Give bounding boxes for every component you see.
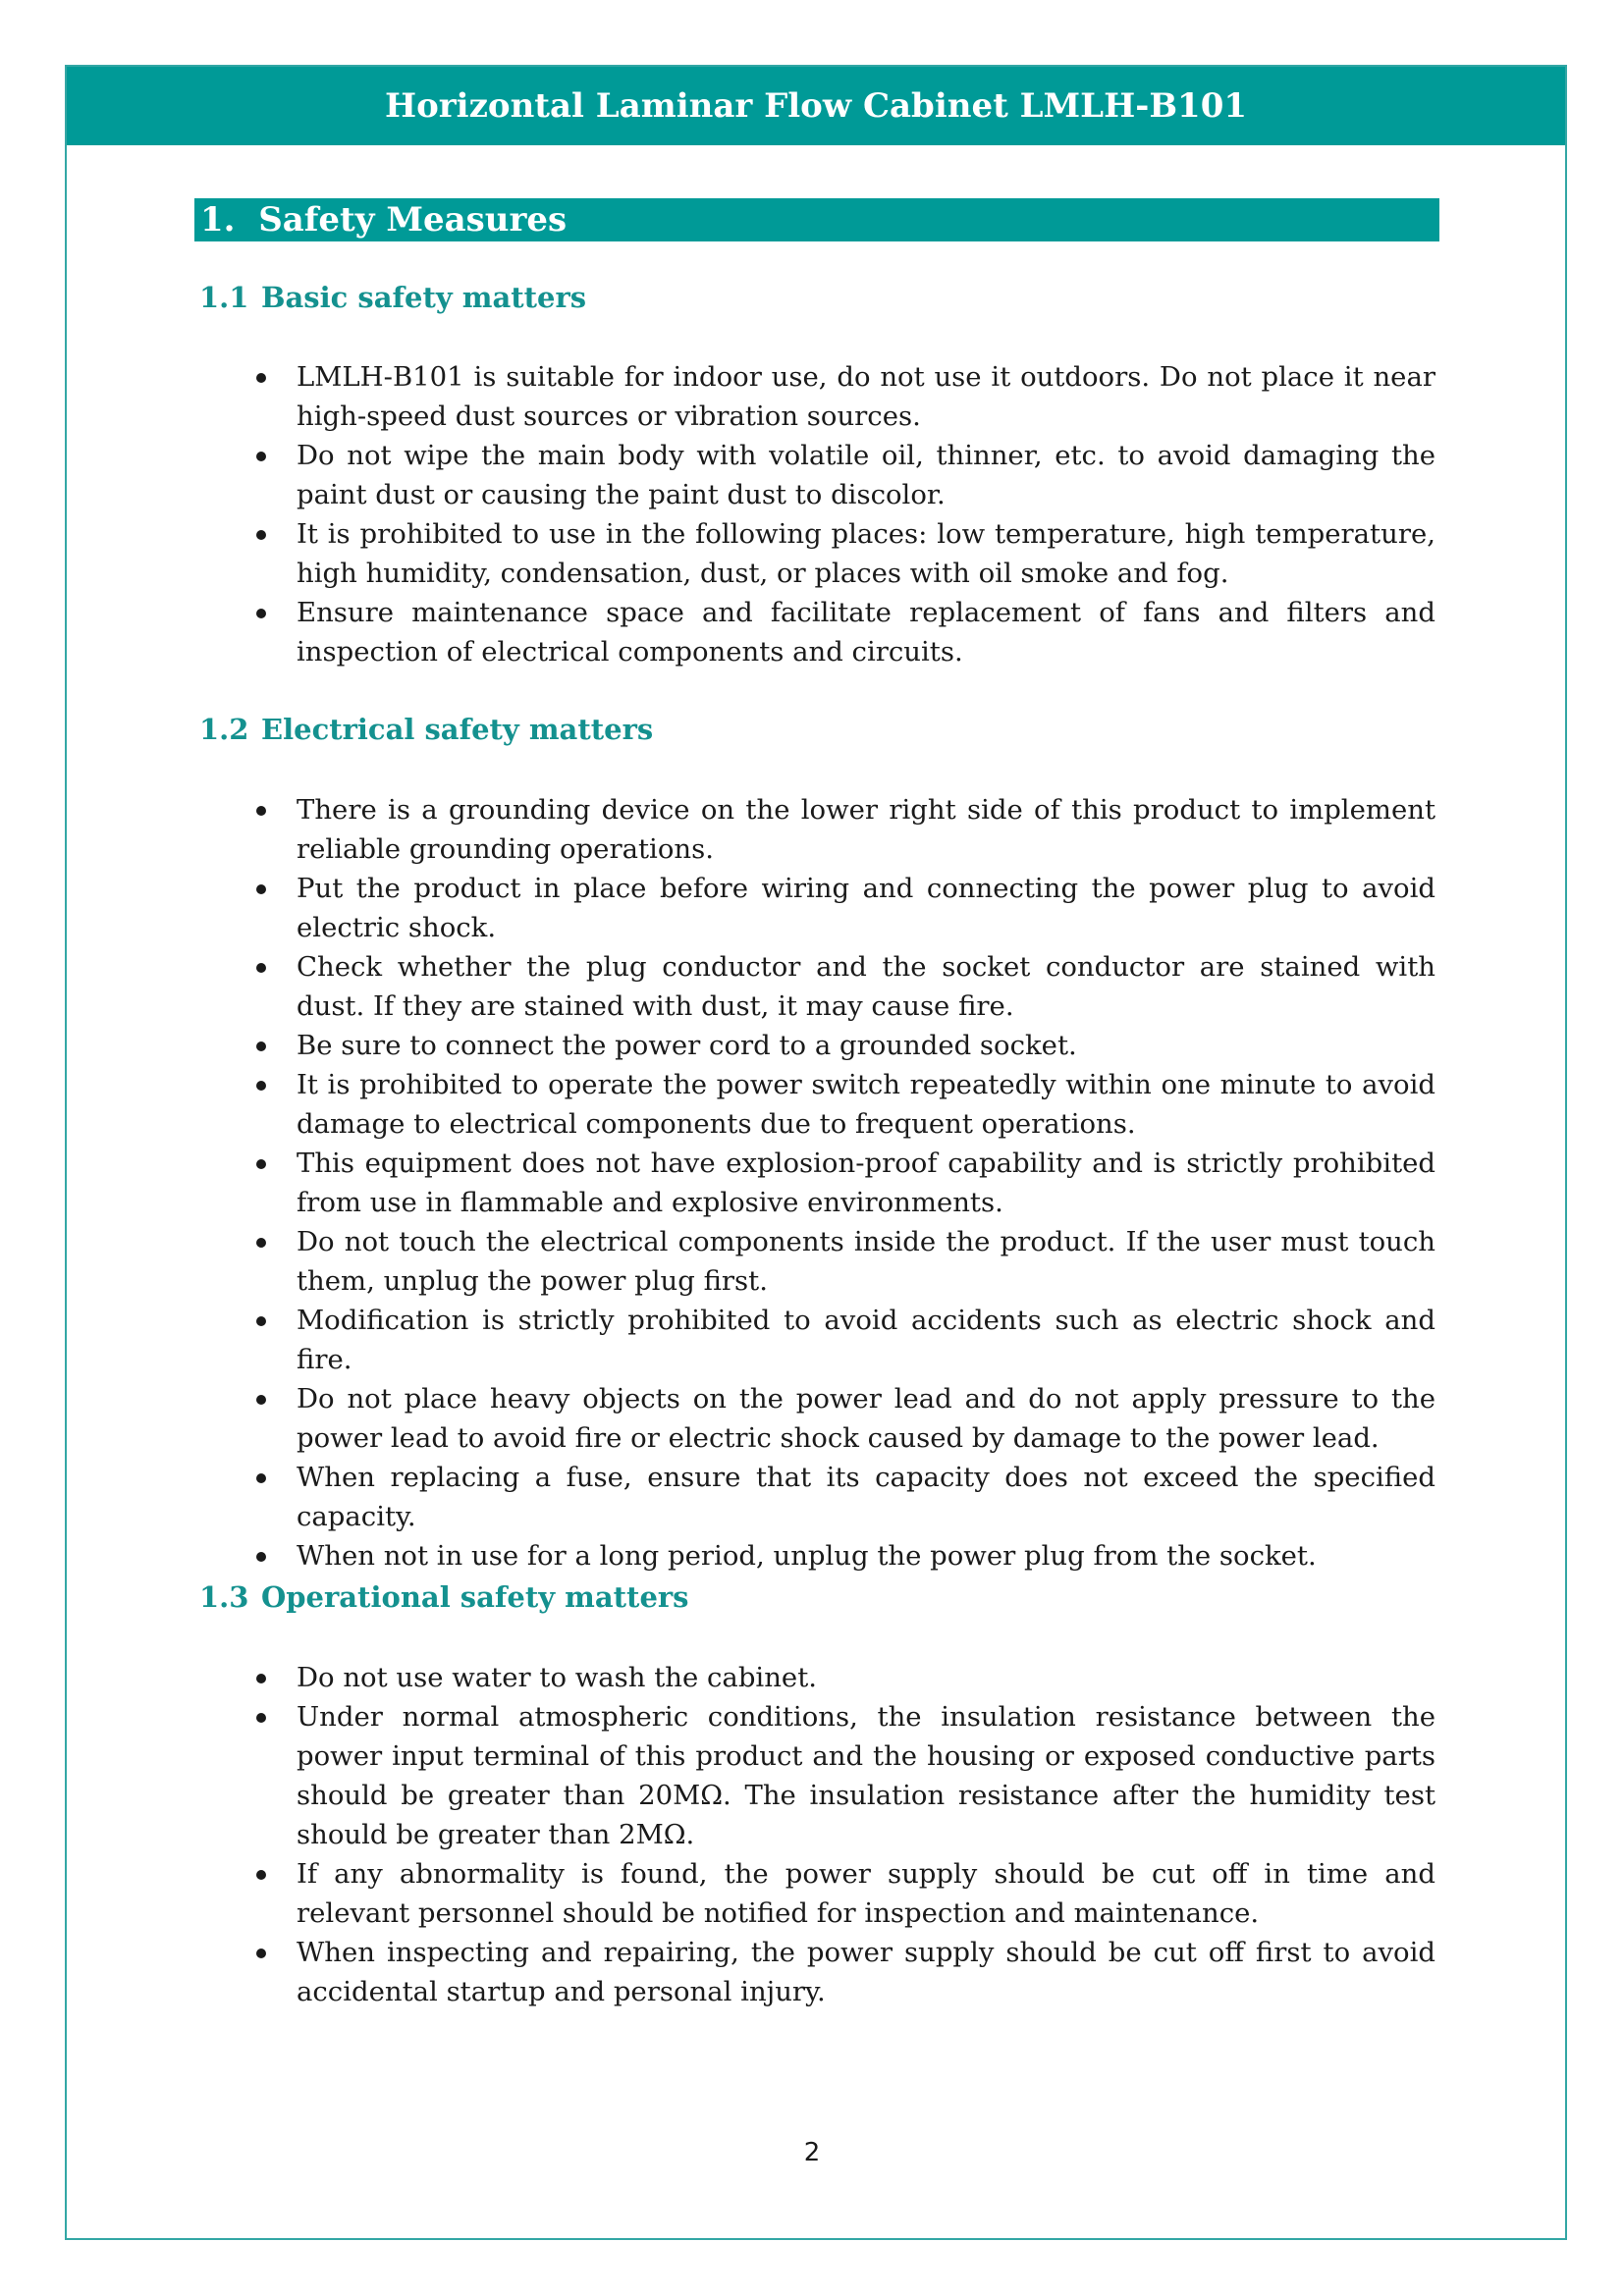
list-item: Modification is strictly prohibited to avoid accidents such as electric shock and fire.: [297, 1301, 1435, 1379]
subsection-heading-1-3: [199, 1580, 689, 1614]
subsection-title: Electrical safety matters: [261, 713, 654, 746]
list-item: Do not use water to wash the cabinet.: [297, 1658, 1435, 1697]
list-item: Do not place heavy objects on the power lead and do not apply pressure to the power lead to avoid fire or electric shock caused by damage to the power lead.: [297, 1379, 1435, 1458]
list-item: Check whether the plug conductor and the socket conductor are stained with dust. If they are stained with dust, it may cause fire.: [297, 947, 1435, 1026]
page-number: 2: [803, 2138, 821, 2167]
list-item: Do not touch the electrical components inside the product. If the user must touch them, unplug the power plug first.: [297, 1222, 1435, 1301]
bullet-list-basic-safety: [0, 357, 1624, 671]
list-item: Do not wipe the main body with volatile oil, thinner, etc. to avoid damaging the paint dust or causing the paint dust to discolor.: [297, 436, 1435, 514]
list-item: There is a grounding device on the lower right side of this product to implement reliable grounding operations.: [297, 790, 1435, 869]
document-header: [67, 67, 1565, 145]
subsection-heading-1-1: [199, 281, 586, 314]
list-item: When inspecting and repairing, the power supply should be cut off first to avoid accidental startup and personal injury.: [297, 1933, 1435, 2011]
bullet-list-operational-safety: [0, 1658, 1624, 2011]
section-title: Safety Measures: [258, 200, 568, 240]
section-number: 1.: [200, 200, 236, 240]
subsection-number: 1.2: [199, 713, 249, 746]
list-item: Put the product in place before wiring and connecting the power plug to avoid electric shock.: [297, 869, 1435, 947]
list-item: When replacing a fuse, ensure that its capacity does not exceed the specified capacity.: [297, 1458, 1435, 1536]
list-item: If any abnormality is found, the power supply should be cut off in time and relevant personnel should be notified for inspection and maintenance.: [297, 1854, 1435, 1933]
list-item: Under normal atmospheric conditions, the insulation resistance between the power input terminal of this product and the housing or exposed conductive parts should be greater than 20MΩ. The insulation resistance after the humidity test should be greater than 2MΩ.: [297, 1697, 1435, 1854]
document-title: Horizontal Laminar Flow Cabinet LMLH-B101: [384, 86, 1248, 126]
list-item: This equipment does not have explosion-proof capability and is strictly prohibited from use in flammable and explosive environments.: [297, 1144, 1435, 1222]
bullet-list-electrical-safety: [0, 790, 1624, 1575]
list-item: It is prohibited to operate the power switch repeatedly within one minute to avoid damage to electrical components due to frequent operations.: [297, 1065, 1435, 1144]
list-item: When not in use for a long period, unplug the power plug from the socket.: [297, 1536, 1435, 1575]
subsection-number: 1.3: [199, 1580, 249, 1614]
subsection-title: Operational safety matters: [261, 1580, 689, 1614]
list-item: LMLH-B101 is suitable for indoor use, do not use it outdoors. Do not place it near high-speed dust sources or vibration sources.: [297, 357, 1435, 436]
section-heading: [194, 198, 1439, 241]
list-item: It is prohibited to use in the following places: low temperature, high temperature, high humidity, condensation, dust, or places with oil smoke and fog.: [297, 514, 1435, 593]
list-item: Ensure maintenance space and facilitate replacement of fans and filters and inspection of electrical components and circuits.: [297, 593, 1435, 671]
subsection-title: Basic safety matters: [261, 281, 587, 314]
subsection-number: 1.1: [199, 281, 249, 314]
subsection-heading-1-2: [199, 713, 653, 746]
list-item: Be sure to connect the power cord to a grounded socket.: [297, 1026, 1435, 1065]
